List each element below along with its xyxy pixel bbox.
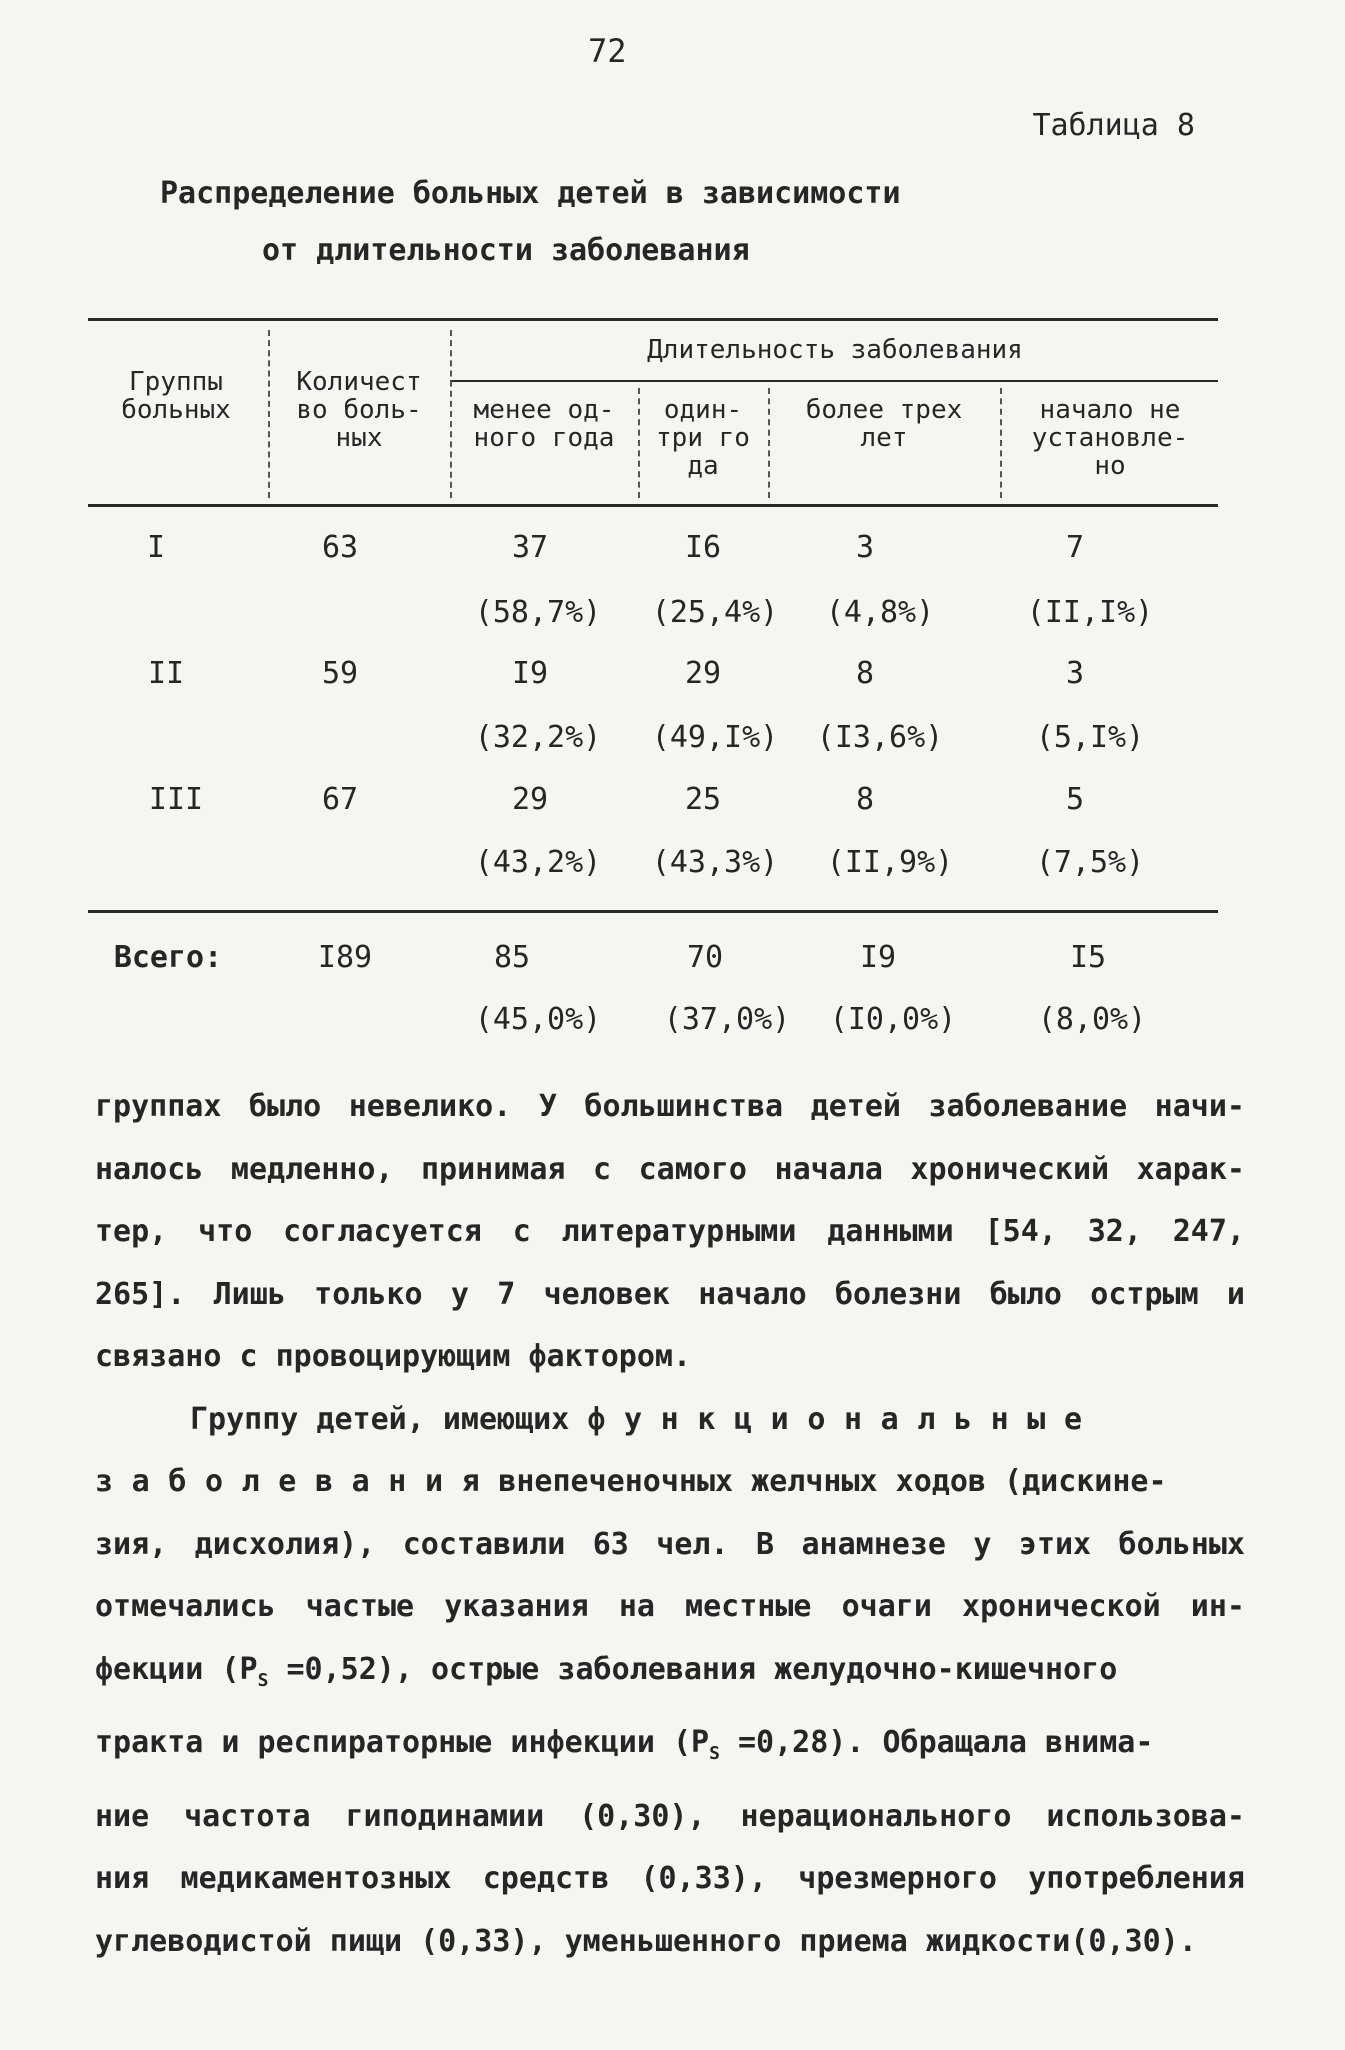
paragraph-line: тер, что согласуется с литературными данными [54, 32, 247, — [95, 1214, 1245, 1249]
row-percent: (49,I%) — [651, 720, 779, 755]
total-percent: (I0,0%) — [829, 1002, 957, 1037]
paragraph-line: Группу детей, имеющих функциональные — [190, 1401, 1101, 1437]
table-header-rule — [88, 504, 1218, 507]
row-percent: (25,4%) — [651, 595, 779, 630]
row-count: 63 — [321, 530, 359, 565]
row-percent: (7,5%) — [1035, 845, 1145, 880]
total-percent: (37,0%) — [663, 1002, 791, 1037]
header-duration: Длительность заболевания — [647, 335, 1023, 365]
paragraph-line: тракта и респираторные инфекции $(P_S =0,28)$. Обращала внима- — [95, 1725, 1154, 1764]
row-value: 8 — [855, 656, 875, 691]
row-count: 67 — [321, 782, 359, 817]
paragraph-line: ние частота гиподинамии (0,30), нерационального использова- — [95, 1798, 1245, 1834]
table-total-rule — [88, 910, 1218, 913]
row-value: 8 — [855, 782, 875, 817]
paragraph-line: связано с провоцирующим фактором. — [95, 1339, 692, 1374]
paragraph-line: ния медикаментозных средств (0,33), чрезмерного употребления — [95, 1861, 1245, 1896]
header-more-than-three: более трех лет — [805, 395, 963, 453]
header-count: Количест во боль- ных — [296, 367, 422, 453]
row-count: 59 — [321, 656, 359, 691]
paragraph-line: зия, дисхолия), составили 63 чел. В анамнезе у этих больных — [95, 1526, 1245, 1562]
table-label: Таблица 8 — [1032, 108, 1195, 143]
header-less-than-year: менее од- ного года — [473, 395, 615, 453]
row-percent: (II,9%) — [826, 845, 954, 880]
row-value: I9 — [511, 656, 549, 691]
total-value: I5 — [1069, 940, 1107, 975]
paragraph-line: налось медленно, принимая с самого начала хронический харак- — [95, 1151, 1245, 1187]
row-value: 3 — [1065, 656, 1085, 691]
row-value: 29 — [684, 656, 722, 691]
spaced-term: заболевания — [95, 1464, 499, 1499]
table-title-line-1: Распределение больных детей в зависимости — [160, 176, 901, 211]
row-percent: (5,I%) — [1035, 720, 1145, 755]
paragraph-line: заболеваниявнепеченочных желчных ходов (дискине- — [95, 1464, 1167, 1499]
body-text — [95, 1076, 1245, 1973]
total-value: I9 — [859, 940, 897, 975]
header-onset-unknown: начало не установле- но — [1031, 395, 1189, 481]
paragraph-line: углеводистой пищи (0,33), уменьшенного приема жидкости(0,30). — [95, 1923, 1197, 1959]
table-top-rule — [88, 318, 1218, 321]
row-percent: (I3,6%) — [816, 720, 944, 755]
paragraph-line: группах было невелико. У большинства детей заболевание начи- — [95, 1089, 1245, 1124]
paragraph-line: фекции $(P_S =0,52)$, острые заболевания желудочно-кишечного — [95, 1651, 1118, 1691]
total-percent: (8,0%) — [1037, 1002, 1147, 1037]
row-value: 25 — [684, 782, 722, 817]
total-value: 70 — [686, 940, 724, 975]
row-group: III — [148, 782, 204, 817]
row-percent: (58,7%) — [474, 595, 602, 630]
total-label: Всего: — [113, 940, 223, 975]
row-percent: (32,2%) — [474, 720, 602, 755]
row-percent: (4,8%) — [825, 595, 935, 630]
total-value: 85 — [493, 940, 531, 975]
row-value: I6 — [684, 530, 722, 565]
row-group: II — [147, 656, 185, 691]
total-count: I89 — [317, 940, 373, 975]
spaced-term: функциональные — [587, 1401, 1101, 1437]
paragraph-line: отмечались частые указания на местные очаги хронической ин- — [95, 1589, 1245, 1624]
row-group: I — [146, 530, 166, 565]
row-value: 5 — [1065, 782, 1085, 817]
page-number: 72 — [588, 32, 627, 70]
table-title-line-2: от длительности заболевания — [262, 233, 750, 268]
header-one-three-years: один- три го да — [656, 395, 750, 481]
paragraph-line: 265]. Лишь только у 7 человек начало болезни было острым и — [95, 1276, 1245, 1312]
row-value: 7 — [1065, 530, 1085, 565]
row-value: 29 — [511, 782, 549, 817]
row-value: 3 — [855, 530, 875, 565]
total-percent: (45,0%) — [474, 1002, 602, 1037]
row-percent: (43,3%) — [651, 845, 779, 880]
duration-header-rule — [450, 380, 1218, 382]
row-percent: (43,2%) — [474, 845, 602, 880]
header-groups: Группы больных — [121, 367, 231, 425]
row-percent: (II,I%) — [1026, 595, 1154, 630]
row-value: 37 — [511, 530, 549, 565]
